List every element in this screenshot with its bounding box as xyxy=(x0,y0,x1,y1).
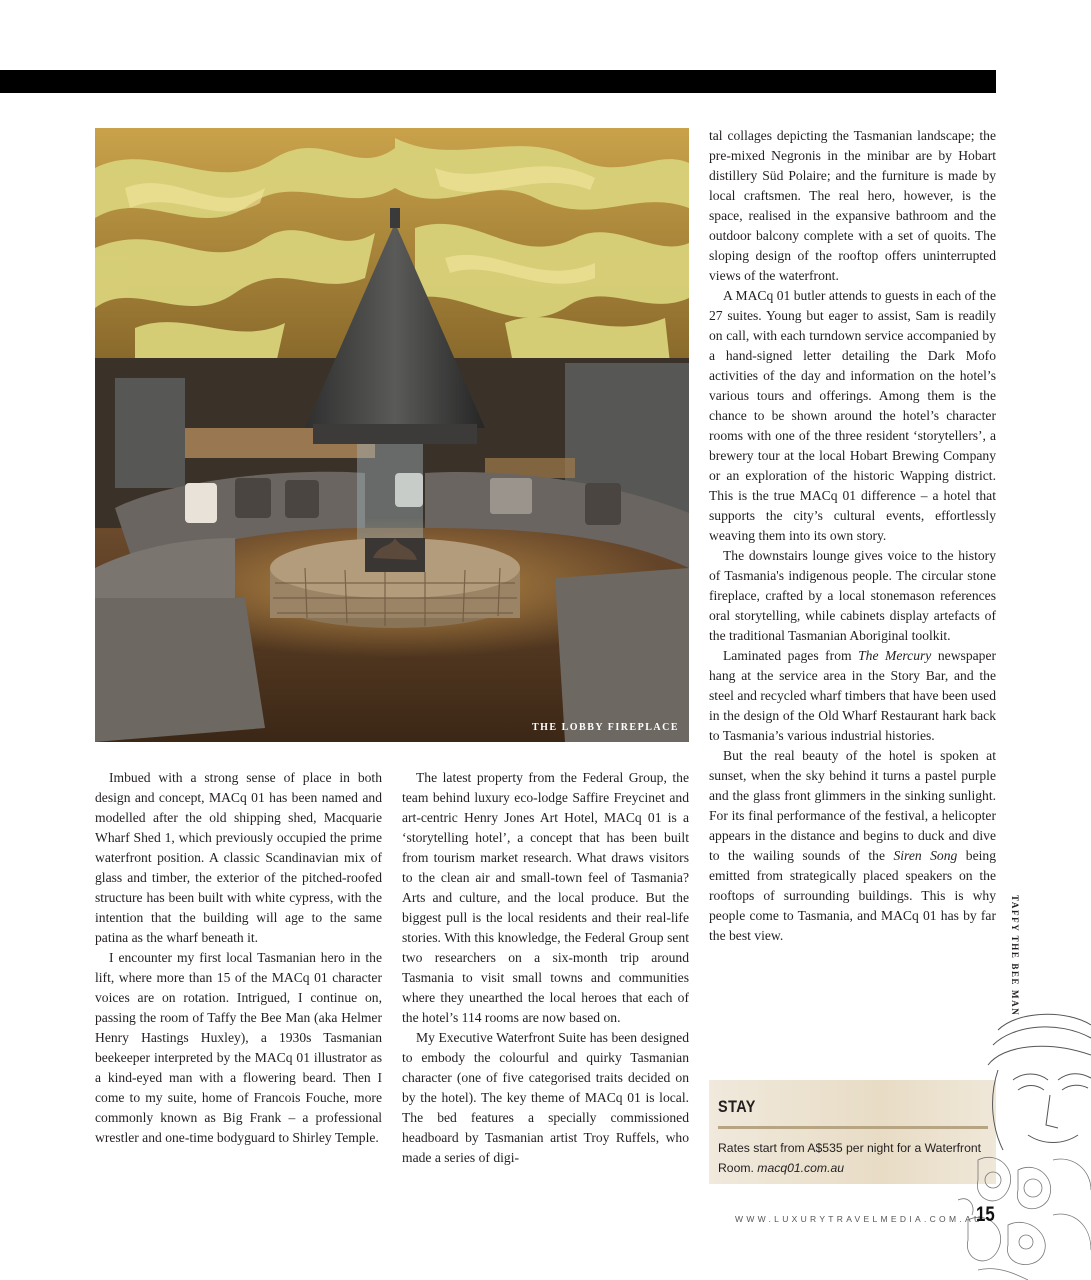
stay-box xyxy=(709,1080,996,1184)
stay-title: STAY xyxy=(718,1097,756,1116)
photo-caption: THE LOBBY FIREPLACE xyxy=(531,722,679,733)
paragraph xyxy=(709,646,996,746)
paragraph: Imbued with a strong sense of place in both design and concept, MACq 01 has been named and modelled after the old shipping shed, Macquarie Wharf Shed 1, which previously occupied the prime waterfront position. A classic Scandinavian mix of glass and timber, the exterior of the pitched-roofed structure has been built with white cypress, with the intention that the building will age to the same patina as the wharf beneath it. xyxy=(95,770,382,945)
article-column-1 xyxy=(95,768,382,1148)
work-title: Siren Song xyxy=(893,848,958,863)
side-label-text: TAFFY THE BEE MAN xyxy=(1010,895,1020,1017)
article-column-2 xyxy=(402,768,689,1168)
page-number: 15 xyxy=(976,1203,995,1226)
stay-rates: Rates start from A$535 per night for a Waterfront Room. xyxy=(718,1141,982,1175)
paragraph xyxy=(709,746,996,946)
top-black-bar xyxy=(0,70,996,93)
vertical-side-label xyxy=(1006,895,1020,1017)
paragraph: The downstairs lounge gives voice to the history of Tasmania's indigenous people. The circular stone fireplace, crafted by a local stonemason references oral storytelling, while cabinets display artefacts of the traditional Tasmanian Aboriginal toolkit. xyxy=(709,548,996,643)
text-run: Laminated pages from xyxy=(723,648,859,663)
paragraph: A MACq 01 butler attends to guests in each of the 27 suites. Young but eager to assist, Sam is readily on call, with each turndown service accompanied by a hand-signed letter detailing the Dark Mofo activities of the day and information on the hotel’s various tours and offerings. Among them is the chance to be shown around the hotel’s character rooms with one of the three resident ‘storytellers’, a brewery tour at the local Hobart Brewing Company or an exploration of the historic Wapping district. This is the true MACq 01 difference – a hotel that supports the city’s cultural events, effortlessly weaving them into its own story. xyxy=(709,288,996,543)
paragraph: tal collages depicting the Tasmanian landscape; the pre-mixed Negronis in the minibar are by Hobart distillery Süd Polaire; and the furniture is made by local craftsmen. The real hero, however, is the space, realised in the expansive bathroom and the outdoor balcony complete with a set of quoits. The sloping design of the rooftop offers uninterrupted views of the waterfront. xyxy=(709,128,996,283)
paragraph: I encounter my first local Tasmanian hero in the lift, where more than 15 of the MACq 01 character voices are on rotation. Intrigued, I continue on, passing the room of Taffy the Bee Man (aka Helmer Henry Hastings Huxley), a 1930s Tasmanian beekeeper interpreted by the MACq 01 illustrator as a kind-eyed man with a flowering beard. Then I come to my suite, home of Francois Fouche, more commonly known as Big Frank – a professional wrestler and one-time bodyguard to Shirley Temple. xyxy=(95,950,382,1145)
bee-man-illustration xyxy=(958,1010,1091,1280)
text-run: But the real beauty of the hotel is spoken at sunset, when the sky behind it turns a pastel purple and the glass front glimmers in the sinking sunlight. For its final performance of the festival, a helicopter appears in the distance and begins to duck and dive to the wailing sounds of the xyxy=(709,748,996,863)
lobby-illustration xyxy=(95,128,689,742)
footer-website: WWW.LUXURYTRAVELMEDIA.COM.AU xyxy=(735,1214,984,1224)
article-column-3 xyxy=(709,126,996,946)
paragraph: My Executive Waterfront Suite has been designed to embody the colourful and quirky Tasmanian character (one of five categorised traits decided on by the hotel). The key theme of MACq 01 is local. The bed features a specially commissioned headboard by Tasmanian artist Troy Ruffels, who made a series of digi- xyxy=(402,1030,689,1165)
publication-title: The Mercury xyxy=(858,648,932,663)
stay-link[interactable]: macq01.com.au xyxy=(757,1161,845,1175)
text-run: newspaper hang at the service area in the Story Bar, and the steel and recycled wharf timbers that have been used in the design of the Old Wharf Restaurant hark back to Tasmania’s various industrial histories. xyxy=(709,648,997,743)
paragraph: The latest property from the Federal Group, the team behind luxury eco-lodge Saffire Freycinet and art-centric Henry Jones Art Hotel, MACq 01 is a ‘storytelling hotel’, a concept that has been built from tourism market research. What draws visitors to the clean air and small-town feel of Tasmania? Arts and culture, and the local produce. But the biggest pull is the local residents and their real-life stories. With this knowledge, the Federal Group sent two researchers on a six-month trip around Tasmania to visit small towns and communities where they unearthed the local heroes that each of the hotel’s 114 rooms are now based on. xyxy=(402,770,689,1025)
stay-divider xyxy=(718,1126,988,1129)
text-run: being emitted from strategically placed speakers on the rooftops of surrounding buildings. This is why people come to Tasmania, and MACq 01 has by far the best view. xyxy=(709,848,996,943)
lobby-photo xyxy=(95,128,689,742)
stay-text xyxy=(718,1138,988,1178)
